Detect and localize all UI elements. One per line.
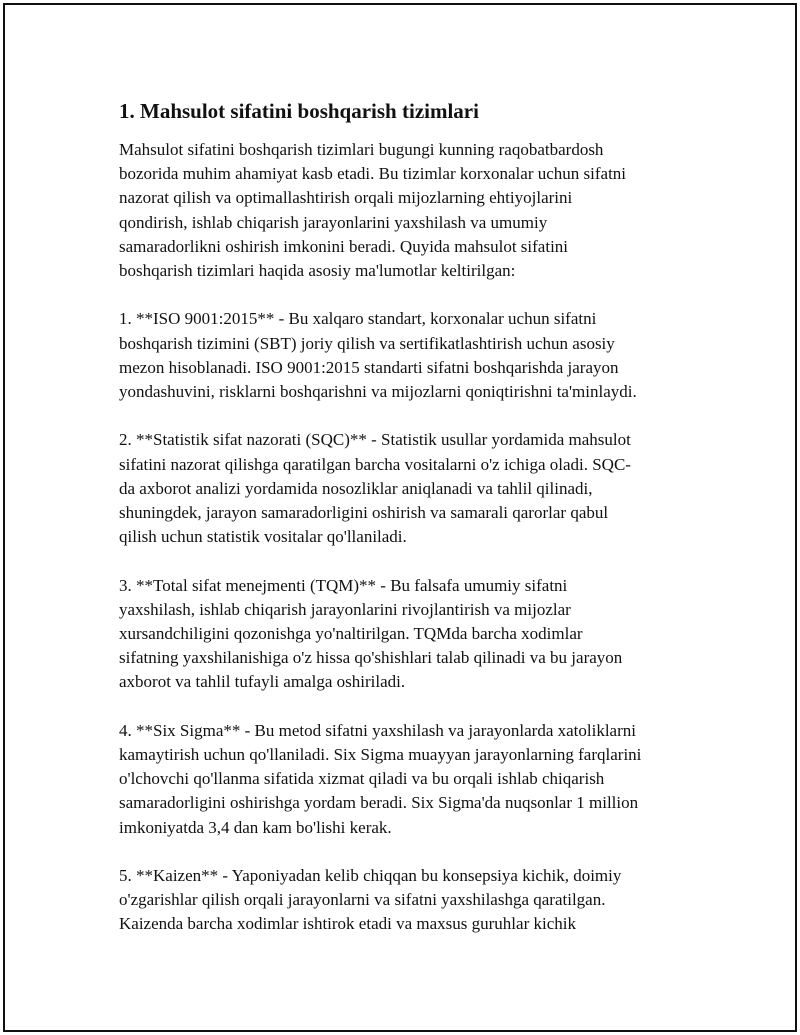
list-item-tqm: 3. **Total sifat menejmenti (TQM)** - Bu falsafa umumiy sifatni yaxshilash, ishlab chiqarish jarayonlarini rivojlantirish va mijozlar xursandchiligini qozonishga yo'naltirilgan. TQMda barcha xodimlar sifatning yaxshilanishiga o'z hissa qo'shishlari talab qilinadi va bu jarayon axborot va tahlil tufayli amalga oshiriladi. [119, 575, 623, 692]
page-frame [3, 3, 797, 1032]
section-heading: 1. Mahsulot sifatini boshqarish tizimlari [119, 99, 479, 123]
intro-paragraph: Mahsulot sifatini boshqarish tizimlari bugungi kunning raqobatbardosh bozorida muhim ahamiyat kasb etadi. Bu tizimlar korxonalar uchun sifatni nazorat qilish va optimallashtirish orqali mijozlarning ehtiyojlarini qondirish, ishlab chiqarish jarayonlarini yaxshilash va umumiy samaradorlikni oshirish imkonini beradi. Quyida mahsulot sifatini boshqarish tizimlari haqida asosiy ma'lumotlar keltirilgan: [119, 140, 627, 281]
list-item-kaizen: 5. **Kaizen** - Yaponiyadan kelib chiqqan bu konsepsiya kichik, doimiy o'zgarishlar qilish orqali jarayonlarni va sifatni yaxshilashga qaratilgan. Kaizenda barcha xodimlar ishtirok etadi va maxsus guruhlar kichik [119, 866, 622, 934]
list-item-six-sigma: 4. **Six Sigma** - Bu metod sifatni yaxshilash va jarayonlarda xatoliklarni kamaytirish uchun qo'llaniladi. Six Sigma muayyan jarayonlarning farqlarini o'lchovchi qo'llanma sifatida xizmat qiladi va bu orqali ishlab chiqarish samaradorligini oshirishga yordam beradi. Six Sigma'da nuqsonlar 1 million imkoniyatda 3,4 dan kam bo'lishi kerak. [119, 720, 642, 837]
list-item-sqc: 2. **Statistik sifat nazorati (SQC)** - Statistik usullar yordamida mahsulot sifatini nazorat qilishga qaratilgan barcha vositalarni o'z ichiga oladi. SQC- da axborot analizi yordamida nosozliklar aniqlanadi va tahlil qilinadi, shuningdek, jarayon samaradorligini oshirish va samarali qarorlar qabul qilish uchun statistik vositalar qo'llaniladi. [119, 430, 631, 547]
document-body [119, 98, 699, 961]
list-item-iso-9001: 1. **ISO 9001:2015** - Bu xalqaro standart, korxonalar uchun sifatni boshqarish tizimini (SBT) joriy qilish va sertifikatlashtirish uchun asosiy mezon hisoblanadi. ISO 9001:2015 standarti sifatni boshqarishda jarayon yondashuvini, risklarni boshqarishni va mijozlarni qoniqtirishni ta'minlaydi. [119, 309, 637, 402]
